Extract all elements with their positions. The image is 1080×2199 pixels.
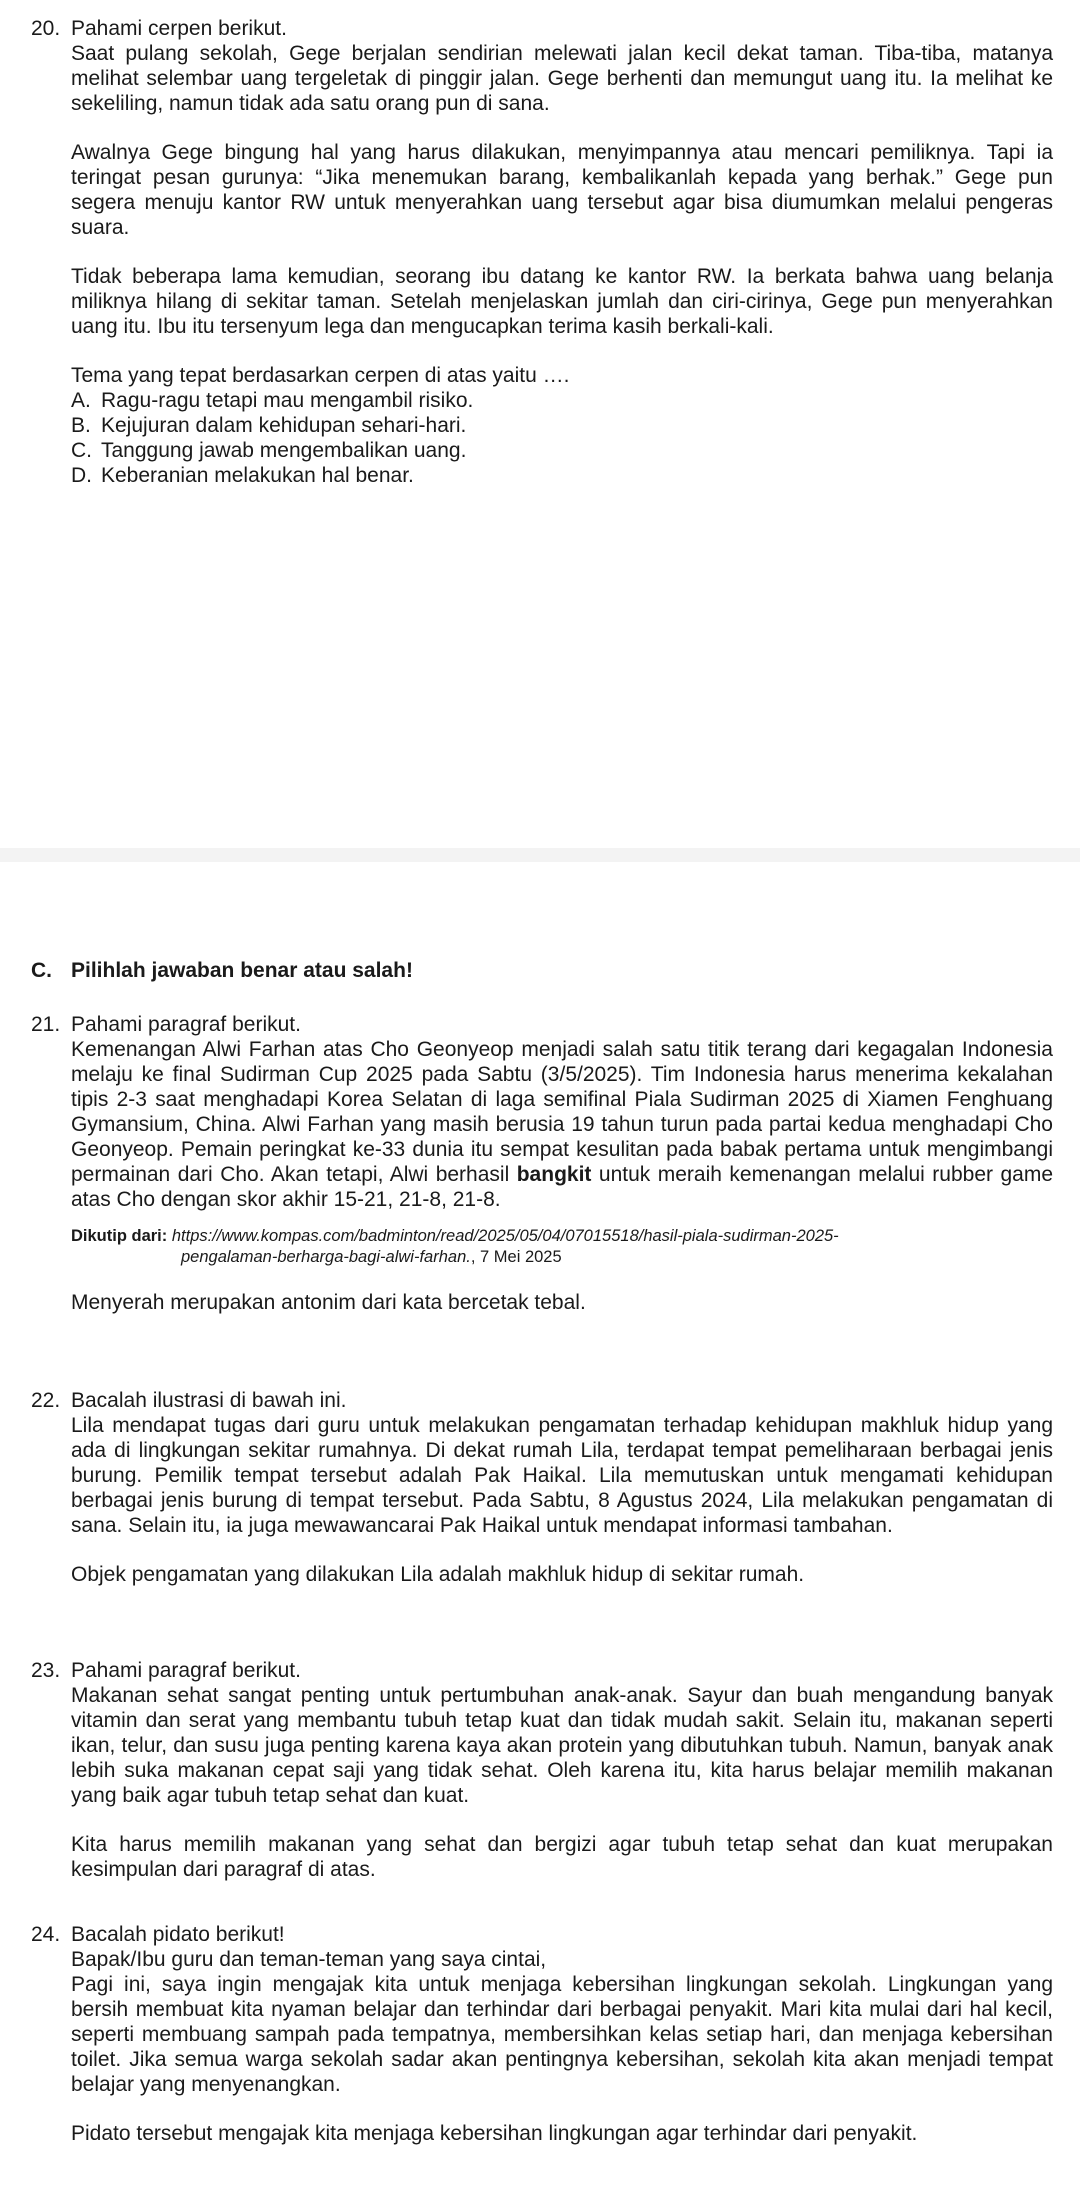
question-21	[31, 1012, 1053, 1315]
statement: Objek pengamatan yang dilakukan Lila adalah makhluk hidup di sekitar rumah.	[71, 1563, 805, 1586]
option-letter: B.	[71, 414, 91, 437]
question-22	[31, 1388, 1053, 1587]
option-d[interactable]	[71, 463, 1053, 488]
section-title	[31, 958, 413, 983]
page-separator	[0, 848, 1080, 862]
option-text: Ragu-ragu tetapi mau mengambil risiko.	[101, 389, 474, 412]
paragraph: Makanan sehat sangat penting untuk pertumbuhan anak-anak. Sayur dan buah mengandung banyak vitamin dan serat yang membantu tubuh tetap kuat dan tidak mudah sakit. Selain itu, makanan seperti ikan, telur, dan susu juga penting karena kaya akan protein yang dibutuhkan tubuh. Namun, banyak anak lebih suka makanan cepat saji yang tidak sehat. Oleh karena itu, kita harus belajar memilih makanan yang baik agar tubuh tetap sehat dan kuat.	[71, 1684, 1053, 1807]
question-intro: Pahami cerpen berikut.	[71, 17, 287, 40]
question-number: 23.	[31, 1659, 61, 1682]
question-number: 21.	[31, 1013, 61, 1036]
option-letter: A.	[71, 389, 91, 412]
option-letter: D.	[71, 464, 92, 487]
question-number: 24.	[31, 1923, 61, 1946]
option-a[interactable]	[71, 388, 1053, 413]
source-url[interactable]: https://www.kompas.com/badminton/read/2025/05/04/07015518/hasil-piala-sudirman-2025-	[171, 1227, 839, 1245]
statement: Menyerah merupakan antonim dari kata bercetak tebal.	[71, 1291, 586, 1314]
option-text: Tanggung jawab mengembalikan uang.	[101, 439, 467, 462]
story-paragraph-2: Awalnya Gege bingung hal yang harus dilakukan, menyimpannya atau mencari pemiliknya. Tapi ia teringat pesan gurunya: “Jika menemukan barang, kembalikanlah kepada yang berhak.” Gege pun segera menuju kantor RW untuk menyerahkan uang tersebut agar bisa diumumkan melalui pengeras suara.	[71, 141, 1053, 239]
bold-word: bangkit	[516, 1163, 592, 1186]
option-letter: C.	[71, 439, 92, 462]
section-letter: C.	[31, 959, 52, 982]
question-intro: Pahami paragraf berikut.	[71, 1013, 301, 1036]
story-paragraph-3: Tidak beberapa lama kemudian, seorang ibu datang ke kantor RW. Ia berkata bahwa uang belanja miliknya hilang di sekitar taman. Setelah menjelaskan jumlah dan ciri-cirinya, Gege pun menyerahkan uang itu. Ibu itu tersenyum lega dan mengucapkan terima kasih berkali-kali.	[71, 265, 1053, 338]
source-citation: Dikutip dari: https://www.kompas.com/badminton/read/2025/05/04/07015518/hasil-piala-sudirman-2025- pengalaman-berharga-bagi-alwi-farhan., 7 Mei 2025	[71, 1227, 839, 1266]
page-1	[0, 0, 1080, 848]
question-number: 20.	[31, 17, 61, 40]
statement: Pidato tersebut mengajak kita menjaga kebersihan lingkungan agar terhindar dari penyakit.	[71, 2122, 918, 2145]
question-intro: Bacalah ilustrasi di bawah ini.	[71, 1389, 347, 1412]
question-20	[31, 16, 1053, 488]
section-instruction: Pilihlah jawaban benar atau salah!	[71, 959, 413, 982]
news-paragraph: Kemenangan Alwi Farhan atas Cho Geonyeop menjadi salah satu titik terang dari kegagalan Indonesia melaju ke final Sudirman Cup 2025 pada Sabtu (3/5/2025). Tim Indonesia harus menerima kekalahan tipis 2-3 saat menghadapi Korea Selatan di laga semifinal Piala Sudirman 2025 di Xiamen Fenghuang Gymansium, China. Alwi Farhan yang masih berusia 19 tahun turun pada partai kedua menghadapi Cho Geonyeop. Pemain peringkat ke-33 dunia itu sempat kesulitan pada babak pertama untuk mengimbangi permainan dari Cho. Akan tetapi, Alwi berhasil bangkit untuk meraih kemenangan melalui rubber game atas Cho dengan skor akhir 15-21, 21-8, 21-8.	[71, 1038, 1054, 1211]
speech-paragraph: Pagi ini, saya ingin mengajak kita untuk menjaga kebersihan lingkungan sekolah. Lingkungan yang bersih membuat kita nyaman belajar dan terhindar dari berbagai penyakit. Mari kita mulai dari hal kecil, seperti membuang sampah pada tempatnya, membersihkan kelas setiap hari, dan menjaga kebersihan toilet. Jika semua warga sekolah sadar akan pentingnya kebersihan, sekolah kita akan menjadi tempat belajar yang menyenangkan.	[71, 1973, 1053, 2096]
story-paragraph-1: Saat pulang sekolah, Gege berjalan sendirian melewati jalan kecil dekat taman. Tiba-tiba, matanya melihat selembar uang tergeletak di pinggir jalan. Gege berhenti dan memungut uang itu. Ia melihat ke sekeliling, namun tidak ada satu orang pun di sana.	[71, 42, 1053, 115]
question-23	[31, 1658, 1053, 1882]
option-text: Keberanian melakukan hal benar.	[101, 464, 414, 487]
illustration-paragraph: Lila mendapat tugas dari guru untuk melakukan pengamatan terhadap kehidupan makhluk hidup yang ada di lingkungan sekitar rumahnya. Di dekat rumah Lila, terdapat tempat pemeliharaan berbagai jenis burung. Pemilik tempat tersebut adalah Pak Haikal. Lila memutuskan untuk mengamati kehidupan berbagai jenis burung di tempat tersebut. Pada Sabtu, 8 Agustus 2024, Lila melakukan pengamatan di sana. Selain itu, ia juga mewawancarai Pak Haikal untuk mendapat informasi tambahan.	[71, 1414, 1053, 1537]
option-text: Kejujuran dalam kehidupan sehari-hari.	[101, 414, 467, 437]
statement: Kita harus memilih makanan yang sehat dan bergizi agar tubuh tetap sehat dan kuat merupakan kesimpulan dari paragraf di atas.	[71, 1833, 1053, 1881]
question-24	[31, 1922, 1053, 2146]
question-intro: Bacalah pidato berikut!	[71, 1923, 285, 1946]
speech-greeting: Bapak/Ibu guru dan teman-teman yang saya cintai,	[71, 1948, 547, 1971]
question-intro: Pahami paragraf berikut.	[71, 1659, 301, 1682]
option-c[interactable]	[71, 438, 1053, 463]
question-number: 22.	[31, 1389, 61, 1412]
option-b[interactable]	[71, 413, 1053, 438]
question-prompt: Tema yang tepat berdasarkan cerpen di atas yaitu ….	[71, 364, 570, 387]
